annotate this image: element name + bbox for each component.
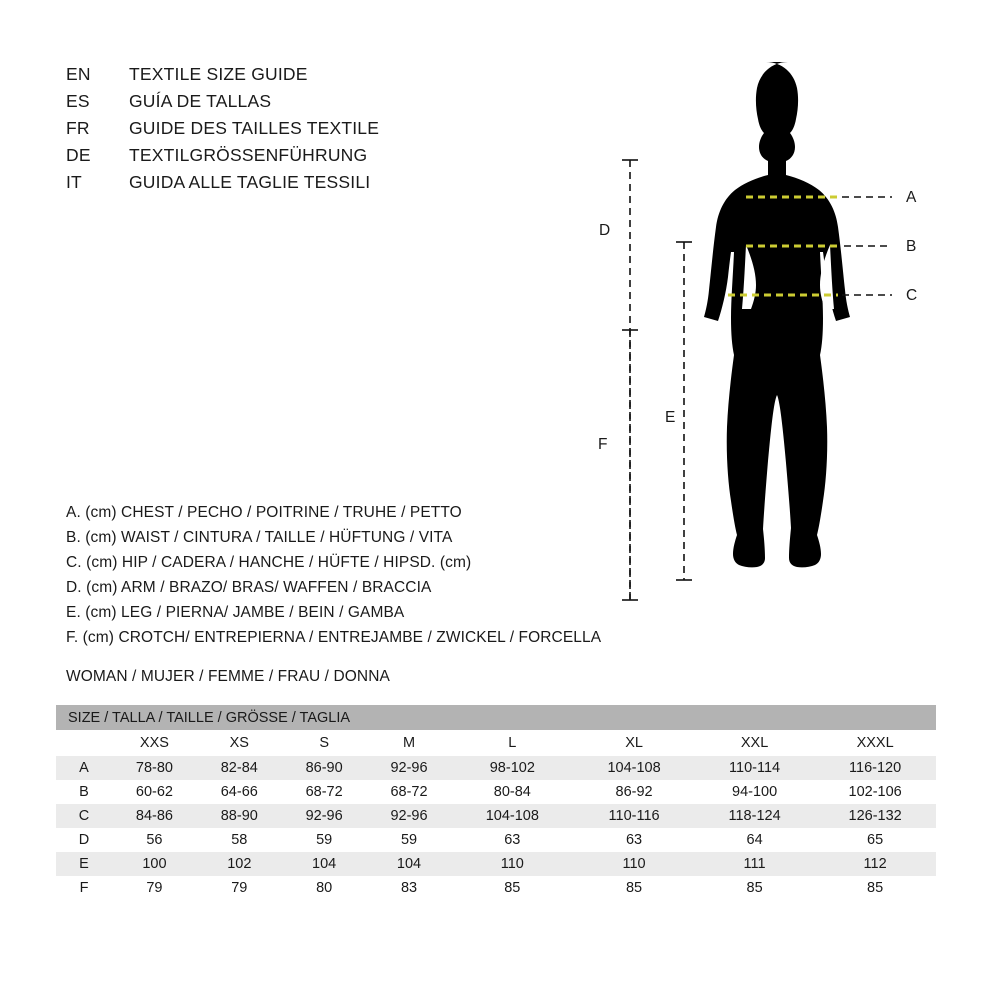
cell-a-m: 92-96 xyxy=(367,756,452,780)
cell-d-xxs: 56 xyxy=(112,828,197,852)
row-label-d: D xyxy=(56,828,112,852)
table-row xyxy=(56,876,936,900)
row-label-c: C xyxy=(56,804,112,828)
cell-a-l: 98-102 xyxy=(451,756,573,780)
title-row-it xyxy=(66,172,516,199)
title-text-es: GUÍA DE TALLAS xyxy=(129,91,272,111)
legend-item-f: F. (cm) CROTCH/ ENTREPIERNA / ENTREJAMBE / ZWICKEL / FORCELLA xyxy=(66,629,602,646)
row-label-f: F xyxy=(56,876,112,900)
legend-item-b: B. (cm) WAIST / CINTURA / TAILLE / HÜFTUNG / VITA xyxy=(66,529,453,546)
cell-b-xxs: 60-62 xyxy=(112,780,197,804)
row-label-b: B xyxy=(56,780,112,804)
size-col-xxxl: XXXL xyxy=(814,730,936,756)
table-header-row xyxy=(56,705,936,730)
bracket-leg-e xyxy=(676,242,692,580)
cell-a-xs: 82-84 xyxy=(197,756,282,780)
cell-c-l: 104-108 xyxy=(451,804,573,828)
size-col-m: M xyxy=(367,730,452,756)
title-text-fr: GUIDE DES TAILLES TEXTILE xyxy=(129,118,380,138)
title-row-fr xyxy=(66,118,516,145)
cell-f-xl: 85 xyxy=(573,876,695,900)
cell-e-m: 104 xyxy=(367,852,452,876)
dim-label-a: A xyxy=(906,189,917,206)
size-col-l: L xyxy=(451,730,573,756)
gender-label: WOMAN / MUJER / FEMME / FRAU / DONNA xyxy=(66,668,390,685)
cell-e-xs: 102 xyxy=(197,852,282,876)
size-table xyxy=(56,705,936,900)
cell-c-s: 92-96 xyxy=(282,804,367,828)
cell-d-xxl: 64 xyxy=(695,828,814,852)
cell-d-xl: 63 xyxy=(573,828,695,852)
cell-e-xxxl: 112 xyxy=(814,852,936,876)
size-col-xxl: XXL xyxy=(695,730,814,756)
cell-f-xxxl: 85 xyxy=(814,876,936,900)
cell-a-xxl: 110-114 xyxy=(695,756,814,780)
title-lang-fr: FR xyxy=(66,118,90,138)
dim-label-c: C xyxy=(906,287,918,304)
row-label-a: A xyxy=(56,756,112,780)
cell-b-xxxl: 102-106 xyxy=(814,780,936,804)
table-row xyxy=(56,780,936,804)
title-text-it: GUIDA ALLE TAGLIE TESSILI xyxy=(129,172,371,192)
title-row-es xyxy=(66,91,516,118)
title-row-de xyxy=(66,145,516,172)
cell-f-m: 83 xyxy=(367,876,452,900)
cell-d-l: 63 xyxy=(451,828,573,852)
legend-item-c: C. (cm) HIP / CADERA / HANCHE / HÜFTE / HIPSD. (cm) xyxy=(66,554,472,571)
cell-b-s: 68-72 xyxy=(282,780,367,804)
cell-c-xs: 88-90 xyxy=(197,804,282,828)
bracket-crotch-f xyxy=(622,330,638,600)
cell-f-xxl: 85 xyxy=(695,876,814,900)
sizes-row-corner xyxy=(56,730,112,756)
cell-b-xs: 64-66 xyxy=(197,780,282,804)
cell-d-m: 59 xyxy=(367,828,452,852)
table-row xyxy=(56,756,936,780)
cell-a-xxs: 78-80 xyxy=(112,756,197,780)
size-col-xxs: XXS xyxy=(112,730,197,756)
title-text-de: TEXTILGRÖSSENFÜHRUNG xyxy=(129,145,368,165)
size-table-wrapper xyxy=(56,705,936,900)
cell-c-m: 92-96 xyxy=(367,804,452,828)
table-header-label: SIZE / TALLA / TAILLE / GRÖSSE / TAGLIA xyxy=(56,705,936,730)
cell-a-xxxl: 116-120 xyxy=(814,756,936,780)
cell-f-xxs: 79 xyxy=(112,876,197,900)
title-text-en: TEXTILE SIZE GUIDE xyxy=(129,64,308,84)
table-row xyxy=(56,828,936,852)
cell-f-l: 85 xyxy=(451,876,573,900)
cell-b-m: 68-72 xyxy=(367,780,452,804)
female-silhouette-icon xyxy=(704,62,850,567)
cell-f-s: 80 xyxy=(282,876,367,900)
title-lang-es: ES xyxy=(66,91,90,111)
measurement-legend xyxy=(66,500,626,650)
dim-label-d: D xyxy=(599,222,611,239)
legend-item-e: E. (cm) LEG / PIERNA/ JAMBE / BEIN / GAMBA xyxy=(66,604,405,621)
cell-b-xl: 86-92 xyxy=(573,780,695,804)
cell-d-xs: 58 xyxy=(197,828,282,852)
size-col-xl: XL xyxy=(573,730,695,756)
cell-e-xxs: 100 xyxy=(112,852,197,876)
cell-f-xs: 79 xyxy=(197,876,282,900)
dim-label-b: B xyxy=(906,238,917,255)
size-col-xs: XS xyxy=(197,730,282,756)
table-sizes-row xyxy=(56,730,936,756)
cell-b-xxl: 94-100 xyxy=(695,780,814,804)
dim-label-e: E xyxy=(665,409,676,426)
cell-c-xxxl: 126-132 xyxy=(814,804,936,828)
cell-a-xl: 104-108 xyxy=(573,756,695,780)
cell-e-l: 110 xyxy=(451,852,573,876)
body-figure-diagram xyxy=(560,30,980,650)
cell-c-xxl: 118-124 xyxy=(695,804,814,828)
title-lang-de: DE xyxy=(66,145,91,165)
cell-d-xxxl: 65 xyxy=(814,828,936,852)
size-col-s: S xyxy=(282,730,367,756)
dim-label-f: F xyxy=(598,436,608,453)
row-label-e: E xyxy=(56,852,112,876)
cell-e-xxl: 111 xyxy=(695,852,814,876)
table-row xyxy=(56,852,936,876)
cell-c-xl: 110-116 xyxy=(573,804,695,828)
cell-b-l: 80-84 xyxy=(451,780,573,804)
title-lang-it: IT xyxy=(66,172,82,192)
cell-c-xxs: 84-86 xyxy=(112,804,197,828)
title-row-en xyxy=(66,64,516,91)
title-lang-en: EN xyxy=(66,64,91,84)
cell-e-s: 104 xyxy=(282,852,367,876)
table-row xyxy=(56,804,936,828)
title-block xyxy=(66,64,516,199)
legend-item-a: A. (cm) CHEST / PECHO / POITRINE / TRUHE / PETTO xyxy=(66,504,462,521)
cell-a-s: 86-90 xyxy=(282,756,367,780)
cell-d-s: 59 xyxy=(282,828,367,852)
cell-e-xl: 110 xyxy=(573,852,695,876)
legend-item-d: D. (cm) ARM / BRAZO/ BRAS/ WAFFEN / BRACCIA xyxy=(66,579,432,596)
